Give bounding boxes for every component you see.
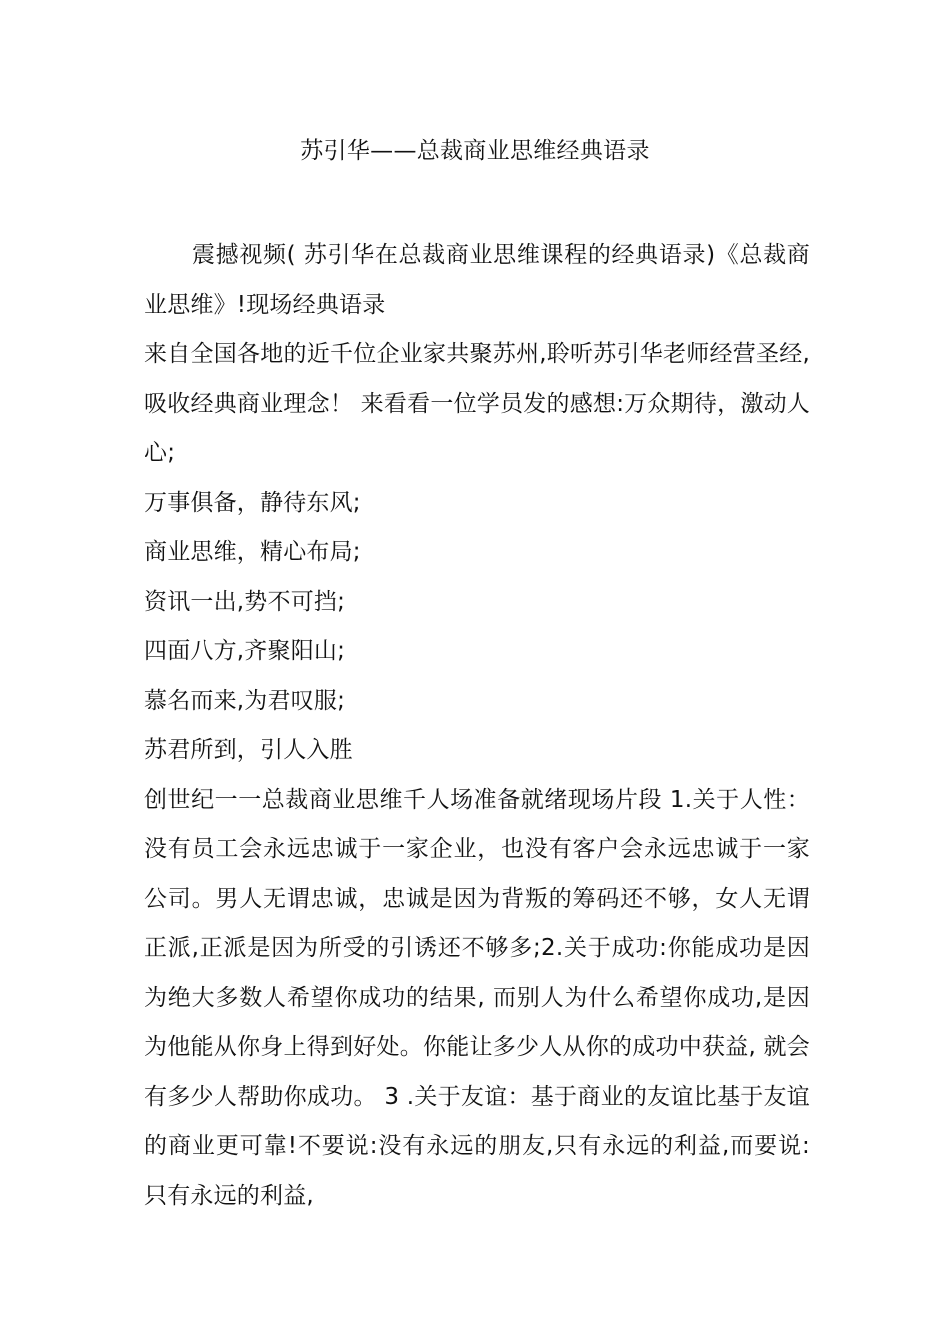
paragraph-verse-line: 资讯一出,势不可挡;	[144, 588, 346, 615]
paragraph-verse-line: 万事俱备，静待东风;	[144, 489, 361, 516]
paragraph-verse-line: 四面八方,齐聚阳山;	[144, 638, 346, 664]
paragraph-verse-line: 苏君所到，引人入胜	[144, 737, 353, 763]
paragraph-event: 来自全国各地的近千位企业家共聚苏州,聆听苏引华老师经营圣经, 吸收经典商业理念！ 来看看一位学员发的感想:万众期待，激动人心;	[144, 341, 810, 466]
paragraph-quotes: 创世纪一一总裁商业思维千人场准备就绪现场片段 1.关于人性：没有员工会永远忠诚于一家企业，也没有客户会永远忠诚于一家公司。男人无谓忠诚，忠诚是因为背叛的筹码还不够，女人无谓正派,正派是因为所受的引诱还不够多;2.关于成功:你能成功是因为绝大多数人希望你成功的结果, 而别人为什么希望你成功,是因为他能从你身上得到好处。你能让多少人从你的成功中获益, 就会有多少人帮助你成功。 3 .关于友谊：基于商业的友谊比基于友谊的商业更可靠!不要说:没有永远的朋友,只有永远的利益,而要说: 只有永远的利益,	[144, 786, 810, 1209]
document-body	[144, 231, 810, 1221]
document-title: 苏引华——总裁商业思维经典语录	[300, 138, 650, 164]
paragraph-verse-line: 商业思维，精心布局;	[144, 539, 361, 565]
paragraph-intro: 震撼视频( 苏引华在总裁商业思维课程的经典语录)《总裁商业思维》!现场经典语录	[144, 242, 810, 318]
paragraph-verse-line: 慕名而来,为君叹服;	[144, 687, 346, 714]
